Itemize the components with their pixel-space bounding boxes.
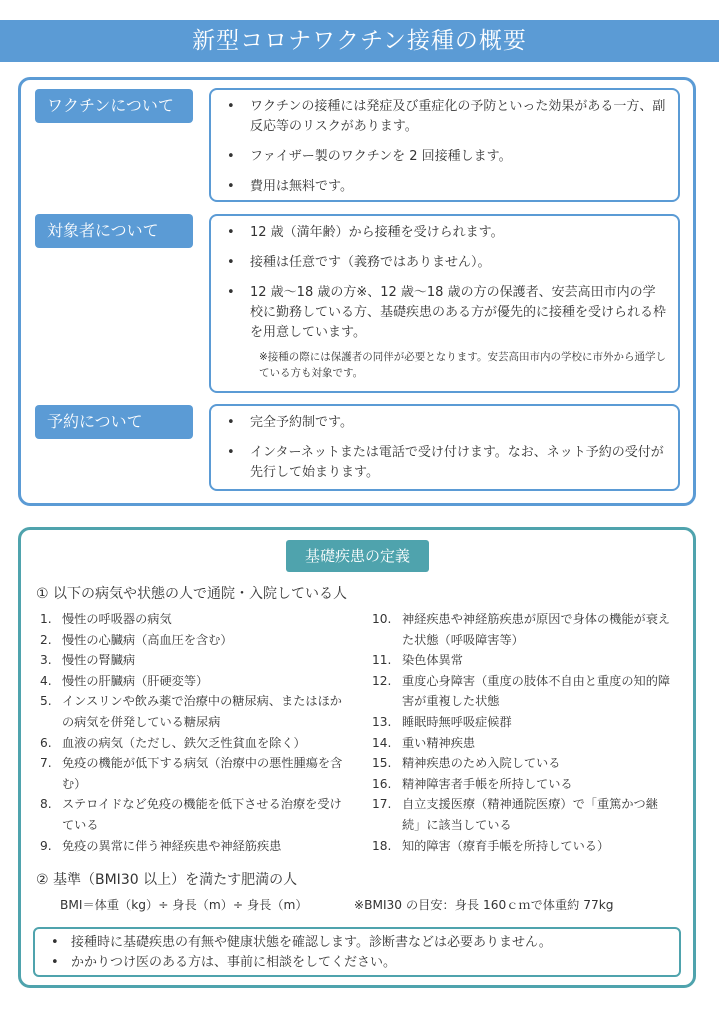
list-item: • ファイザー製のワクチンを 2 回接種します。 <box>223 147 666 167</box>
criterion-1: ① 以下の病気や状態の人で通院・入院している人 <box>36 586 347 602</box>
bmi-formula <box>60 896 614 914</box>
bullet-icon: • <box>227 445 235 460</box>
bmi-formula-text: BMI＝体重（kg）÷ 身長（m）÷ 身長（m） <box>60 898 308 912</box>
condition-number: 3. <box>40 653 52 668</box>
condition-item <box>372 733 676 754</box>
condition-text: 免疫の異常に伴う神経疾患や神経筋疾患 <box>62 838 282 853</box>
condition-item <box>372 609 676 650</box>
bullet-icon: • <box>227 415 235 430</box>
list-item: • 12 歳～18 歳の方※、12 歳～18 歳の方の保護者、安芸高田市内の学校に勤務している方、基礎疾患のある方が優先的に接種を受けられる枠を用意しています。 <box>227 285 667 340</box>
condition-item <box>40 630 346 651</box>
condition-item <box>40 609 346 630</box>
condition-number: 15. <box>372 756 392 771</box>
condition-number: 1. <box>40 612 52 626</box>
page-title: 新型コロナワクチン接種の概要 <box>0 20 719 62</box>
condition-item <box>372 753 676 774</box>
condition-text: 慢性の呼吸器の病気 <box>62 612 172 626</box>
bullet-icon: • <box>227 179 235 194</box>
list-item: • かかりつけ医のある方は、事前に相談をしてください。 <box>47 953 667 973</box>
condition-list-left <box>40 609 346 856</box>
condition-text: インスリンや飲み薬で治療中の糖尿病、またはほかの病気を併発している糖尿病 <box>62 694 342 729</box>
bullet-icon: • <box>227 149 235 164</box>
condition-item <box>40 733 346 754</box>
condition-number: 17. <box>372 797 392 812</box>
section-label-reservation: 予約について <box>35 405 193 439</box>
condition-text: 慢性の腎臓病 <box>62 653 136 668</box>
condition-text: ステロイドなど免疫の機能を低下させる治療を受けている <box>62 797 342 832</box>
list-item: • 12 歳（満年齢）から接種を受けられます。 <box>223 223 666 243</box>
condition-number: 8. <box>40 797 52 812</box>
condition-number: 6. <box>40 735 52 750</box>
condition-item <box>372 671 676 712</box>
list-item: • インターネットまたは電話で受け付けます。なお、ネット予約の受付が先行して始まります。 <box>227 445 664 480</box>
condition-number: 18. <box>372 838 392 853</box>
condition-item <box>372 650 676 671</box>
condition-item <box>40 650 346 671</box>
eligibility-info-box <box>209 214 680 393</box>
condition-text: 慢性の心臓病（高血圧を含む） <box>62 632 233 647</box>
condition-text: 染色体異常 <box>402 653 463 668</box>
bullet-icon: • <box>227 225 235 240</box>
bullet-icon: • <box>227 99 235 114</box>
condition-item <box>40 671 346 692</box>
list-item: • 完全予約制です。 <box>223 413 666 433</box>
bmi-formula-note: ※BMI30 の目安：身長 160ｃｍで体重約 77kg <box>353 898 614 912</box>
condition-text: 自立支援医療（精神通院医療）で「重篤かつ継続」に該当している <box>402 797 658 832</box>
condition-text: 精神疾患のため入院している <box>402 756 561 771</box>
condition-number: 5. <box>40 694 52 709</box>
vaccine-info-box <box>209 88 680 202</box>
condition-text: 精神障害者手帳を所持している <box>402 776 573 791</box>
condition-text: 免疫の機能が低下する病気（治療中の悪性腫瘍を含む） <box>62 756 343 791</box>
condition-item <box>40 753 346 794</box>
list-item: • 接種時に基礎疾患の有無や健康状態を確認します。診断書などは必要ありません。 <box>47 933 667 953</box>
condition-text: 重い精神疾患 <box>402 735 476 750</box>
condition-item <box>372 794 676 835</box>
condition-list-right <box>372 609 676 856</box>
definition-title: 基礎疾患の定義 <box>286 540 429 572</box>
condition-number: 2. <box>40 632 52 647</box>
condition-text: 重度心身障害（重度の肢体不自由と重度の知的障害が重複した状態 <box>402 673 671 709</box>
eligibility-note: ※接種の際には保護者の同伴が必要となります。安芸高田市内の学校に市外から通学している方も対象です。 <box>259 351 666 379</box>
bullet-icon: • <box>51 955 59 970</box>
condition-number: 12. <box>372 673 392 688</box>
condition-item <box>372 712 676 733</box>
condition-item <box>40 691 346 732</box>
notice-box <box>33 927 681 977</box>
condition-number: 10. <box>372 612 392 626</box>
list-item: • 接種は任意です（義務ではありません）。 <box>223 253 666 273</box>
condition-item <box>372 836 676 857</box>
list-item: • ワクチンの接種には発症及び重症化の予防といった効果がある一方、副反応等のリスクがあります。 <box>227 99 666 134</box>
condition-item <box>40 794 346 835</box>
condition-item <box>372 774 676 795</box>
criterion-2: ② 基準（BMI30 以上）を満たす肥満の人 <box>36 872 298 888</box>
condition-number: 4. <box>40 673 52 688</box>
section-label-vaccine: ワクチンについて <box>35 89 193 123</box>
bullet-icon: • <box>227 255 235 270</box>
bullet-icon: • <box>227 285 235 300</box>
condition-number: 16. <box>372 776 392 791</box>
condition-text: 知的障害（療育手帳を所持している） <box>402 838 610 853</box>
condition-text: 血液の病気（ただし、鉄欠乏性貧血を除く） <box>62 735 306 750</box>
condition-text: 神経疾患や神経筋疾患が原因で身体の機能が衰えた状態（呼吸障害等） <box>402 612 671 647</box>
condition-number: 14. <box>372 735 392 750</box>
condition-item <box>40 836 346 857</box>
condition-number: 13. <box>372 714 392 729</box>
section-label-eligibility: 対象者について <box>35 214 193 248</box>
condition-text: 慢性の肝臓病（肝硬変等） <box>62 673 209 688</box>
condition-number: 9. <box>40 838 52 853</box>
condition-number: 11. <box>372 653 392 668</box>
list-item: • 費用は無料です。 <box>223 177 666 197</box>
condition-number: 7. <box>40 756 52 771</box>
condition-text: 睡眠時無呼吸症候群 <box>402 714 512 729</box>
reservation-info-box <box>209 404 680 491</box>
bullet-icon: • <box>51 935 59 950</box>
